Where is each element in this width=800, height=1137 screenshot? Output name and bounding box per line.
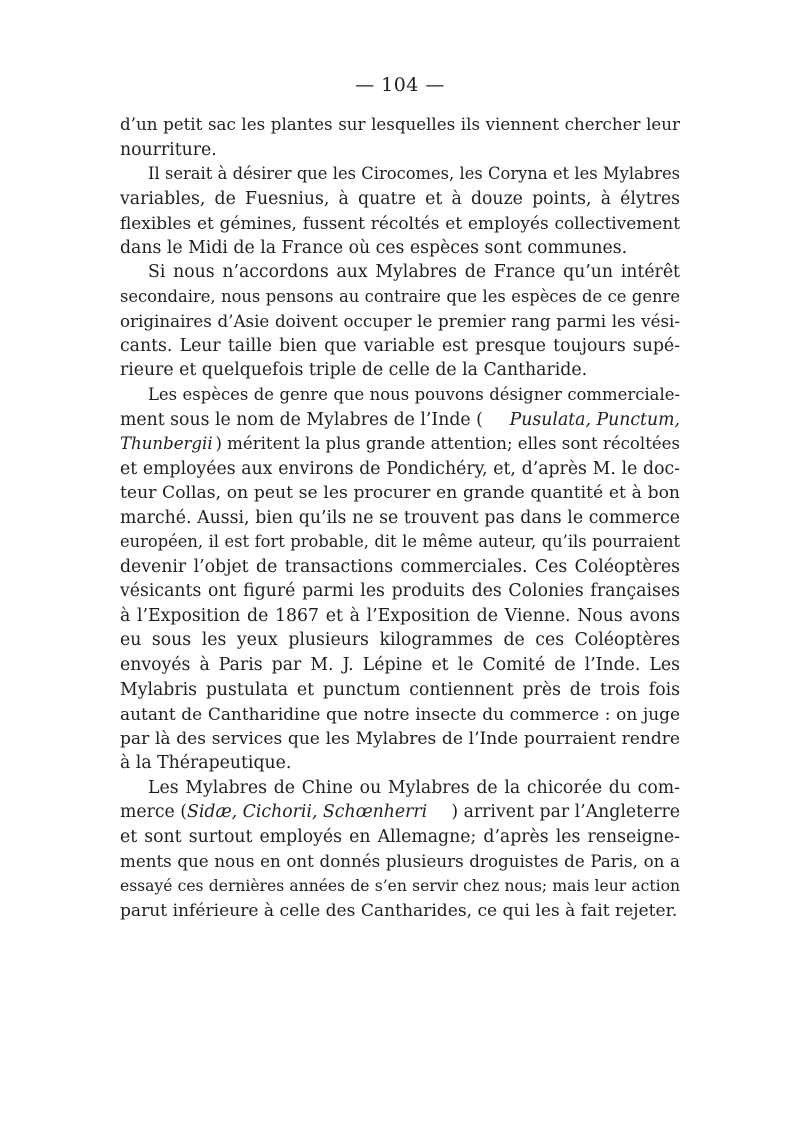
text-line: marché. Aussi, bien qu’ils ne se trouvent pas dans le commerce [120, 507, 680, 528]
text-line: variables, de Fuesnius, à quatre et à douze points, à élytres [120, 188, 680, 209]
text-line: d’un petit sac les plantes sur lesquelles ils viennent chercher leur [120, 115, 680, 134]
text-line: dans le Midi de la France où ces espèces sont communes. [120, 237, 628, 258]
text-line: Il serait à désirer que les Cirocomes, les Coryna et les Mylabres [148, 164, 680, 184]
text-line: devenir l’objet de transactions commerciales. Ces Coléoptères [120, 556, 680, 577]
italic-species-names: Sidæ, Cichorii, Schœnherri [187, 802, 428, 823]
italic-species-names: Thunbergii [120, 434, 213, 454]
text-line: envoyés à Paris par M. J. Lépine et le Comité de l’Inde. Les [120, 655, 680, 676]
text-line: parut inférieure à celle des Cantharides, ce qui les à fait rejeter. [120, 900, 678, 921]
text-line: ments que nous en ont donnés plusieurs droguistes de Paris, on a [120, 851, 680, 872]
text-chunk: ment sous le nom de Mylabres de l’Inde ( [120, 409, 483, 430]
text-line: Mylabris pustulata et punctum contiennent près de trois fois [120, 679, 680, 700]
text-line [120, 408, 680, 433]
body-text [120, 113, 680, 923]
text-line: originaires d’Asie doivent occuper le premier rang parmi les vési- [120, 311, 680, 332]
text-line: Si nous n’accordons aux Mylabres de France qu’un intérêt [148, 262, 680, 283]
text-line: secondaire, nous pensons au contraire que les espèces de ce genre [120, 286, 680, 306]
text-line: Les espèces de genre que nous pouvons désigner commerciale- [148, 385, 680, 405]
text-line: cants. Leur taille bien que variable est presque toujours supé- [120, 335, 680, 356]
text-line [120, 432, 680, 457]
text-line: rieure et quelquefois triple de celle de la Cantharide. [120, 360, 588, 381]
text-chunk: ) arrivent par l’Angleterre [451, 802, 680, 823]
text-chunk [120, 800, 427, 825]
text-line: autant de Cantharidine que notre insecte du commerce : on juge [120, 704, 680, 725]
text-line: à l’Exposition de 1867 et à l’Exposition de Vienne. Nous avons [120, 605, 680, 626]
page-number: — 104 — [355, 74, 445, 96]
text-line: essayé ces dernières années de s’en servir chez nous; mais leur action [120, 876, 680, 895]
text-line: et employées aux environs de Pondichéry, et, d’après M. le doc- [120, 458, 680, 479]
text-line: eu sous les yeux plusieurs kilogrammes de ces Coléoptères [120, 630, 680, 651]
text-line [120, 800, 680, 825]
text-line: par là des services que les Mylabres de l’Inde pourraient rendre [120, 728, 680, 749]
text-line: flexibles et gémines, fussent récoltés et employés collectivement [120, 213, 680, 234]
italic-species-names: Pusulata, Punctum, [509, 409, 680, 430]
text-line: et sont surtout employés en Allemagne; d’après les renseigne- [120, 826, 680, 847]
text-line: Les Mylabres de Chine ou Mylabres de la chicorée du com- [148, 777, 680, 798]
text-line: vésicants ont figuré parmi les produits des Colonies françaises [120, 581, 680, 602]
text-line: européen, il est fort probable, dit le même auteur, qu’ils pourraient [120, 532, 680, 552]
text-line: teur Collas, on peut se les procurer en grande quantité et à bon [120, 483, 680, 504]
text-chunk: ) méritent la plus grande attention; elles sont récoltées [215, 434, 680, 454]
text-line: à la Thérapeutique. [120, 753, 292, 774]
text-line: nourriture. [120, 139, 217, 160]
text-chunk: merce ( [120, 802, 188, 823]
